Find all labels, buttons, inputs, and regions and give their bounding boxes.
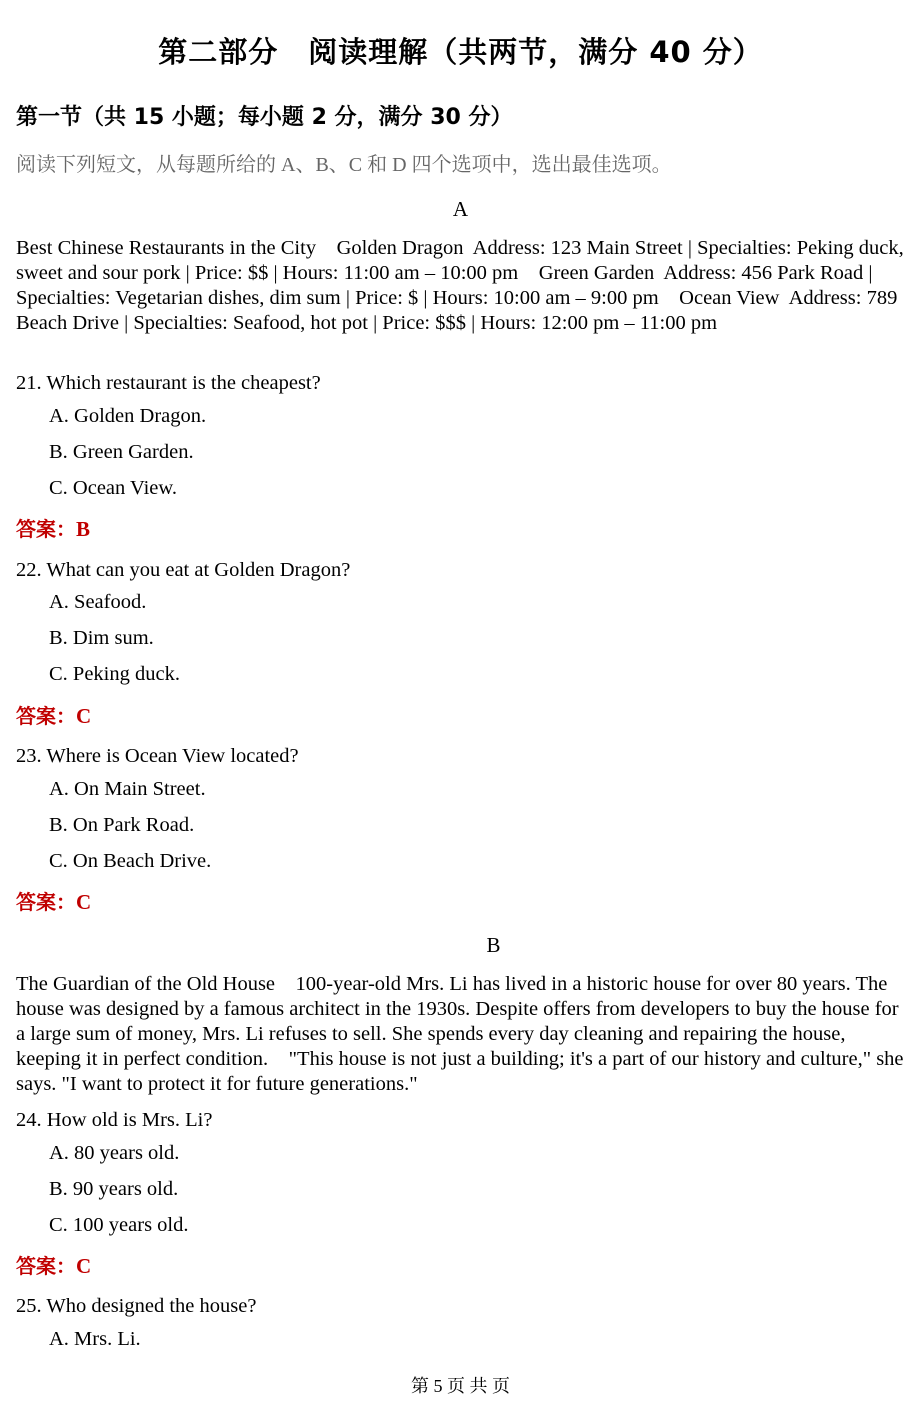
q21-option-c: C. Ocean View. bbox=[49, 477, 177, 499]
q21-option-a: A. Golden Dragon. bbox=[49, 405, 207, 427]
q24-option-c: C. 100 years old. bbox=[49, 1214, 189, 1236]
question-21: 21. Which restaurant is the cheapest? bbox=[16, 372, 321, 394]
q22-option-c: C. Peking duck. bbox=[49, 663, 180, 685]
q23-option-b: B. On Park Road. bbox=[49, 814, 195, 836]
q22-answer bbox=[16, 700, 91, 729]
q25-option-a: A. Mrs. Li. bbox=[49, 1328, 141, 1350]
answer-value: B bbox=[76, 517, 91, 541]
part-title: 第二部分 阅读理解（共两节，满分 40 分） bbox=[158, 35, 763, 69]
passage-b-label: B bbox=[486, 933, 501, 957]
q21-answer bbox=[16, 513, 90, 542]
q21-option-b: B. Green Garden. bbox=[49, 441, 194, 463]
q23-option-a: A. On Main Street. bbox=[49, 778, 206, 800]
q23-answer bbox=[16, 886, 91, 915]
question-23: 23. Where is Ocean View located? bbox=[16, 745, 299, 767]
answer-label: 答案： bbox=[16, 1254, 76, 1278]
answer-label: 答案： bbox=[16, 890, 76, 914]
q24-option-a: A. 80 years old. bbox=[49, 1142, 180, 1164]
q24-option-b: B. 90 years old. bbox=[49, 1178, 179, 1200]
answer-label: 答案： bbox=[16, 704, 76, 728]
section-title: 第一节（共 15 小题；每小题 2 分，满分 30 分） bbox=[16, 105, 513, 130]
answer-value: C bbox=[76, 704, 92, 728]
passage-a-text: Best Chinese Restaurants in the City Golden Dragon Address: 123 Main Street | Specialties: Peking duck, sweet and sour pork | Price: $$ | Hours: 11:00 am – 10:00 pm Green Garden Address: 456 Park Road | Specialties: Vegetarian dishes, dim sum | Price: $ | Hours: 10:00 am – 9:00 pm Ocean View Address: 789 Beach Drive | Specialties: Seafood, hot pot | Price: $$$ | Hours: 12:00 pm – 11:00 pm bbox=[16, 237, 909, 334]
answer-value: C bbox=[76, 1254, 92, 1278]
q24-answer bbox=[16, 1250, 91, 1279]
answer-label: 答案： bbox=[16, 517, 76, 541]
passage-a-label: A bbox=[452, 197, 469, 221]
q23-option-c: C. On Beach Drive. bbox=[49, 850, 212, 872]
question-25: 25. Who designed the house? bbox=[16, 1295, 257, 1317]
passage-b-text: The Guardian of the Old House 100-year-old Mrs. Li has lived in a historic house for over 80 years. The house was designed by a famous architect in the 1930s. Despite offers from developers to buy the house for a large sum of money, Mrs. Li refuses to sell. She spends every day cleaning and repairing the house, keeping it in perfect condition. "This house is not just a building; it's a part of our history and culture," she says. "I want to protect it for future generations." bbox=[16, 973, 909, 1095]
question-22: 22. What can you eat at Golden Dragon? bbox=[16, 559, 351, 581]
question-24: 24. How old is Mrs. Li? bbox=[16, 1109, 213, 1131]
instructions: 阅读下列短文，从每题所给的 A、B、C 和 D 四个选项中，选出最佳选项。 bbox=[16, 154, 672, 176]
answer-value: C bbox=[76, 890, 92, 914]
page-footer: 第 5 页 共 页 bbox=[411, 1376, 510, 1396]
q22-option-b: B. Dim sum. bbox=[49, 627, 154, 649]
q22-option-a: A. Seafood. bbox=[49, 591, 147, 613]
